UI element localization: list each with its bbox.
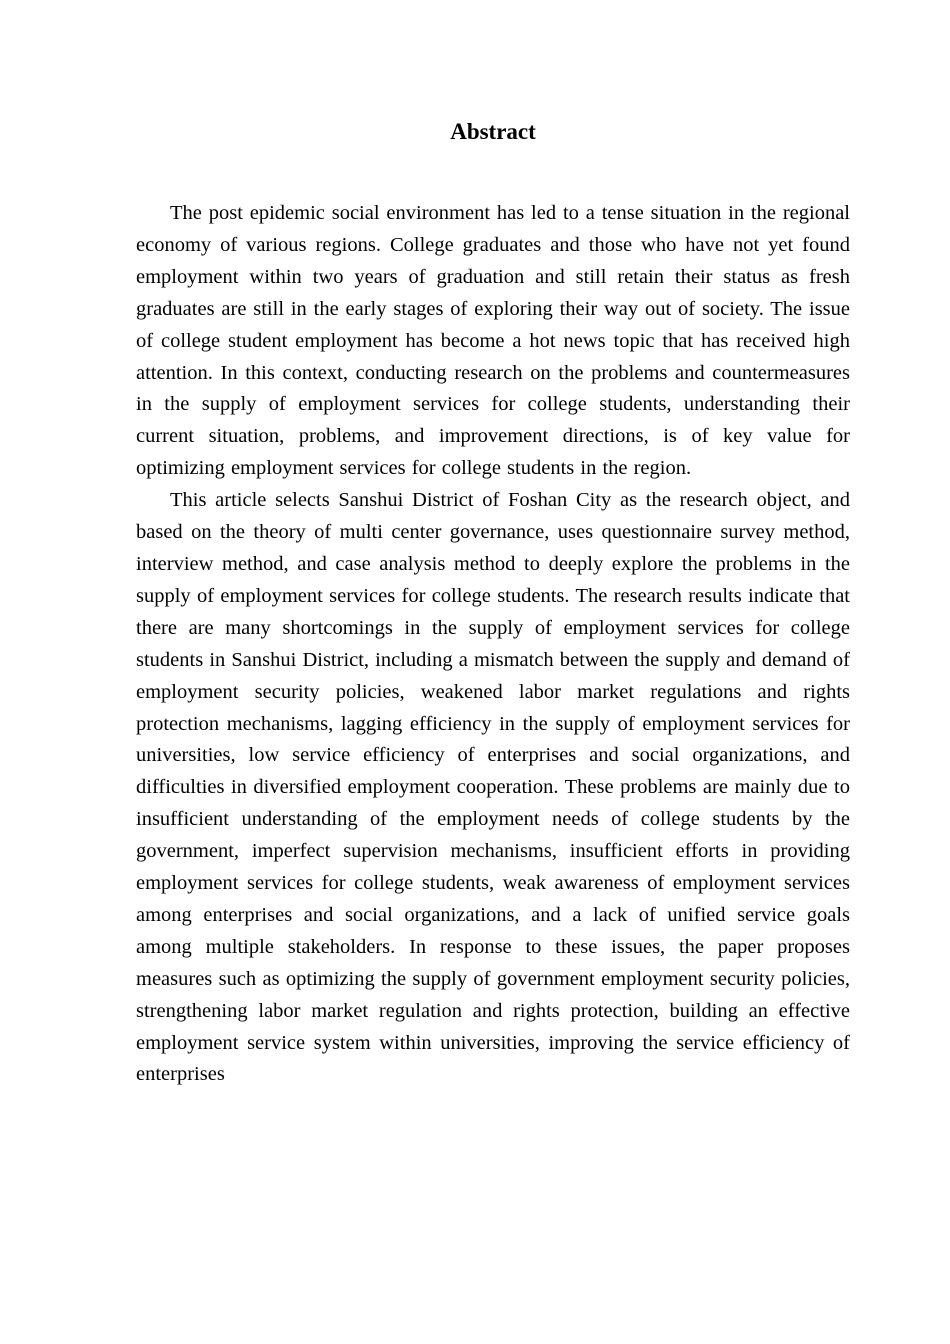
abstract-title: Abstract <box>450 119 536 144</box>
abstract-paragraph-2: This article selects Sanshui District of Foshan City as the research object, and based on the theory of multi center governance, uses questionnaire survey method, interview method, and case analysis method to deeply explore the problems in the supply of employment services for college students. The research results indicate that there are many shortcomings in the supply of employment services for college students in Sanshui District, including a mismatch between the supply and demand of employment security policies, weakened labor market regulations and rights protection mechanisms, lagging efficiency in the supply of employment services for universities, low service efficiency of enterprises and social organizations, and difficulties in diversified employment cooperation. These problems are mainly due to insufficient understanding of the employment needs of college students by the government, imperfect supervision mechanisms, insufficient efforts in providing employment services for college students, weak awareness of employment services among enterprises and social organizations, and a lack of unified service goals among multiple stakeholders. In response to these issues, the paper proposes measures such as optimizing the supply of government employment security policies, strengthening labor market regulation and rights protection, building an effective employment service system within universities, improving the service efficiency of enterprises <box>136 489 851 1086</box>
abstract-paragraph-1: The post epidemic social environment has led to a tense situation in the regional economy of various regions. College graduates and those who have not yet found employment within two years of graduation and still retain their status as fresh graduates are still in the early stages of exploring their way out of society. The issue of college student employment has become a hot news topic that has received high attention. In this context, conducting research on the problems and countermeasures in the supply of employment services for college students, understanding their current situation, problems, and improvement directions, is of key value for optimizing employment services for college students in the region. <box>136 202 850 480</box>
abstract-body <box>136 198 850 1091</box>
